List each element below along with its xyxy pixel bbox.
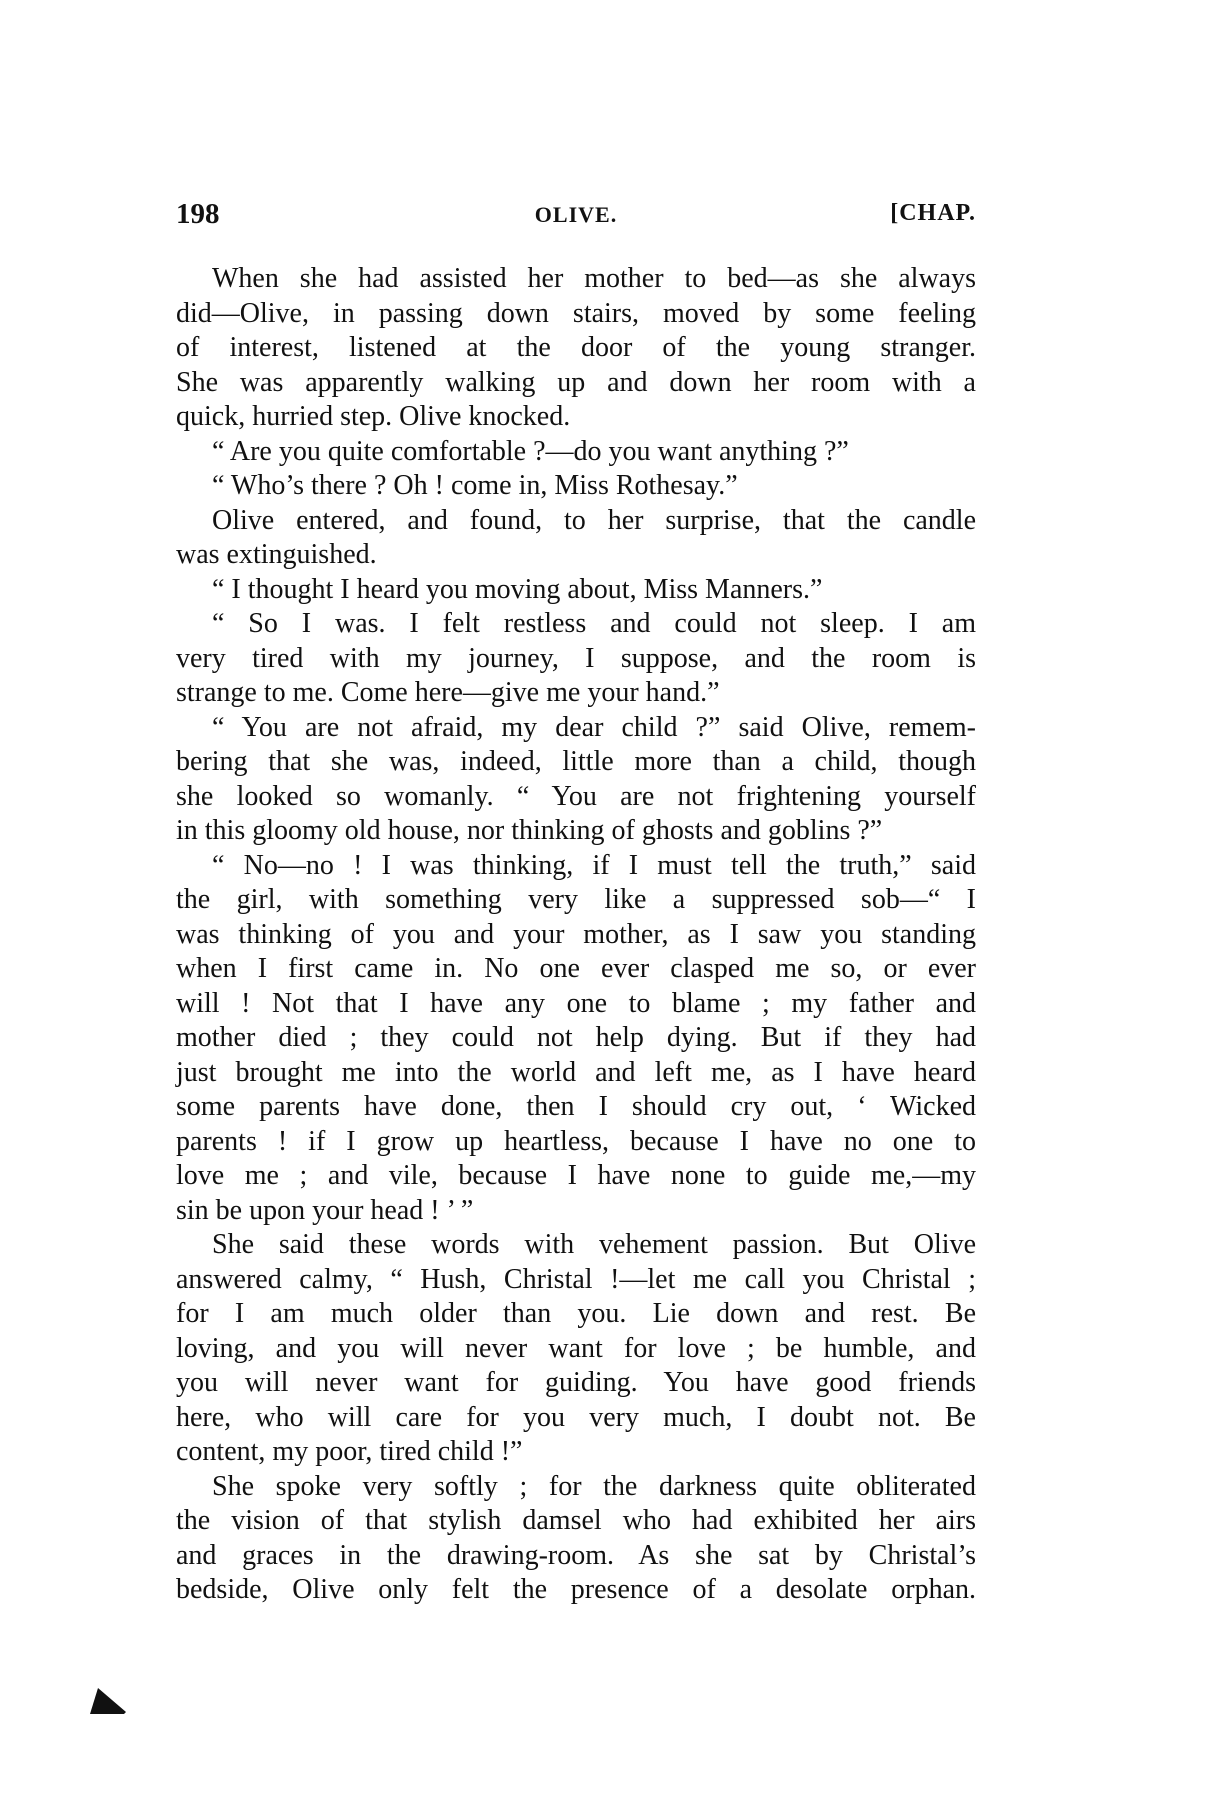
text-line: bedside, Olive only felt the presence of a desolate orphan. <box>176 1574 976 1605</box>
text-line: Olive entered, and found, to her surprise, that the candle <box>212 504 976 536</box>
text-line: parents ! if I grow up heartless, because I have no one to <box>176 1125 976 1157</box>
page-header <box>176 198 976 238</box>
text-line: “ Who’s there ? Oh ! come in, Miss Rothesay.” <box>212 470 738 501</box>
text-line: did—Olive, in passing down stairs, moved by some feeling <box>176 297 976 329</box>
page-corner-mark-icon <box>88 1686 128 1716</box>
text-line: She spoke very softly ; for the darkness quite obliterated <box>212 1470 976 1502</box>
body-text <box>176 262 976 1608</box>
text-line: of interest, listened at the door of the young stranger. <box>176 332 976 363</box>
text-line: was extinguished. <box>176 539 377 570</box>
text-line: “ Are you quite comfortable ?—do you want anything ?” <box>212 435 849 467</box>
text-line: answered calmy, “ Hush, Christal !—let me call you Christal ; <box>176 1263 976 1295</box>
running-title: OLIVE. <box>534 202 618 227</box>
text-line: “ I thought I heard you moving about, Miss Manners.” <box>212 573 823 605</box>
text-line: “ No—no ! I was thinking, if I must tell the truth,” said <box>212 849 976 881</box>
text-line: and graces in the drawing-room. As she sat by Christal’s <box>176 1539 976 1571</box>
text-line: you will never want for guiding. You have good friends <box>176 1367 976 1398</box>
text-line: here, who will care for you very much, I doubt not. Be <box>176 1401 976 1433</box>
text-line: was thinking of you and your mother, as I saw you standing <box>176 918 976 950</box>
text-line: she looked so womanly. “ You are not frightening yourself <box>176 780 976 812</box>
text-line: quick, hurried step. Olive knocked. <box>176 401 571 432</box>
text-line: the vision of that stylish damsel who had exhibited her airs <box>176 1505 976 1536</box>
text-line: loving, and you will never want for love ; be humble, and <box>176 1332 976 1364</box>
text-line: for I am much older than you. Lie down and rest. Be <box>176 1298 976 1329</box>
text-line: She was apparently walking up and down her room with a <box>176 366 976 398</box>
text-line: very tired with my journey, I suppose, and the room is <box>176 642 976 674</box>
text-line: “ So I was. I felt restless and could not sleep. I am <box>212 608 976 639</box>
page-number: 198 <box>176 198 220 230</box>
text-line: content, my poor, tired child !” <box>176 1436 523 1467</box>
text-line: mother died ; they could not help dying. But if they had <box>176 1022 976 1053</box>
chapter-label: [CHAP. <box>890 200 976 226</box>
text-line: She said these words with vehement passion. But Olive <box>212 1229 976 1260</box>
text-line: in this gloomy old house, nor thinking of ghosts and goblins ?” <box>176 815 883 846</box>
text-line: sin be upon your head ! ’ ” <box>176 1194 474 1226</box>
text-line: When she had assisted her mother to bed—as she always <box>212 263 976 294</box>
text-line: bering that she was, indeed, little more than a child, though <box>176 746 976 777</box>
text-line: just brought me into the world and left me, as I have heard <box>176 1056 976 1088</box>
text-line: when I first came in. No one ever clasped me so, or ever <box>176 953 976 984</box>
text-line: strange to me. Come here—give me your hand.” <box>176 677 720 708</box>
text-line: the girl, with something very like a suppressed sob—“ I <box>176 884 976 915</box>
text-line: some parents have done, then I should cry out, ‘ Wicked <box>176 1091 976 1122</box>
text-line: love me ; and vile, because I have none to guide me,—my <box>176 1160 976 1191</box>
text-line: will ! Not that I have any one to blame ; my father and <box>176 987 976 1019</box>
text-line: “ You are not afraid, my dear child ?” said Olive, remem- <box>212 711 976 743</box>
